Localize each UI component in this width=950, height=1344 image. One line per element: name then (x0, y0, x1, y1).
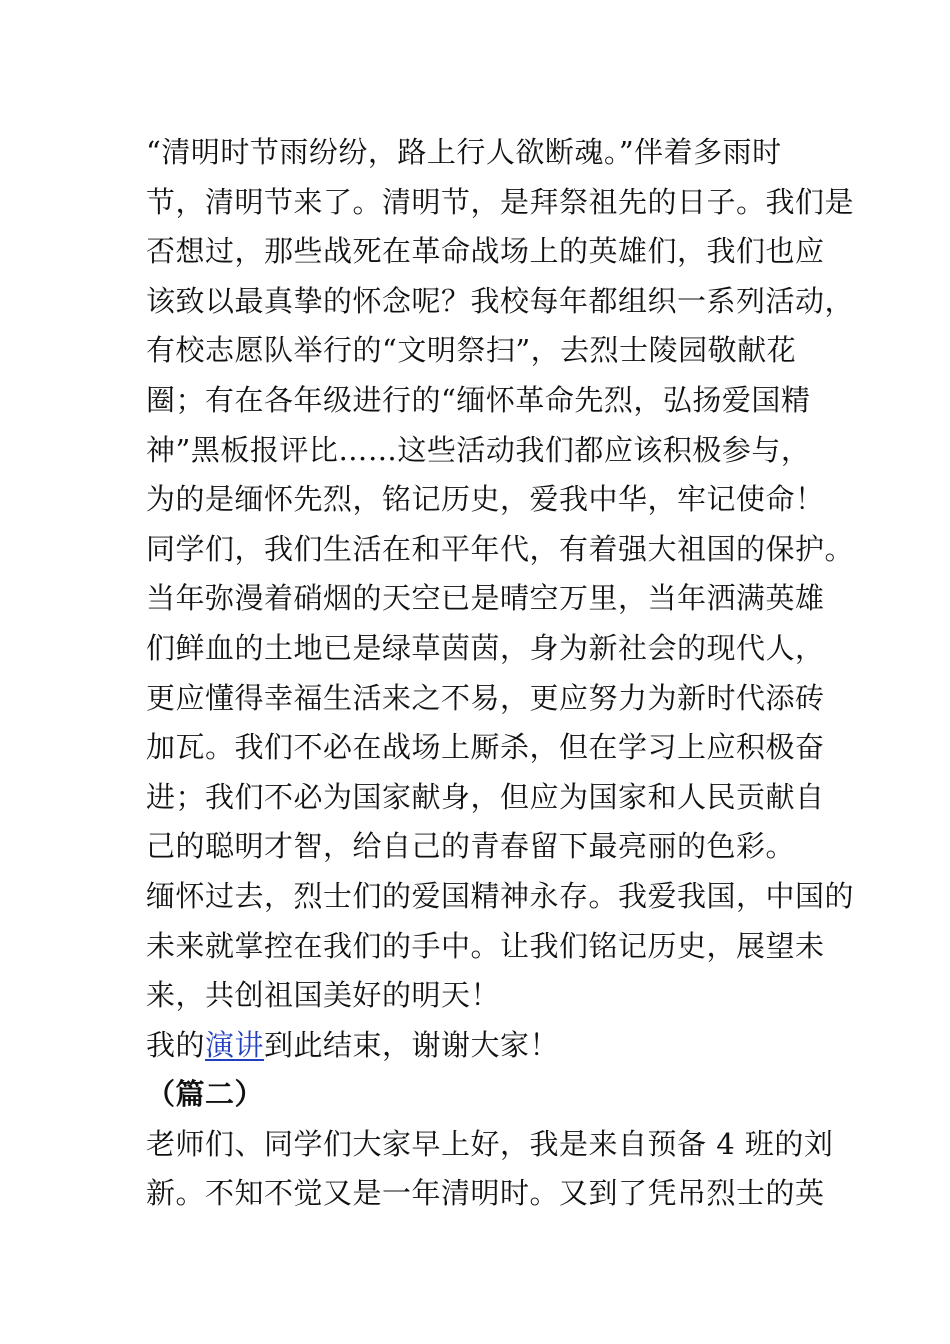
body-line: 未来就掌控在我们的手中。让我们铭记历史，展望未 (146, 928, 825, 963)
body-line: 进；我们不必为国家献身，但应为国家和人民贡献自 (146, 779, 825, 814)
body-line: 己的聪明才智，给自己的青春留下最亮丽的色彩。 (146, 829, 796, 864)
body-line: 否想过，那些战死在革命战场上的英雄们，我们也应 (146, 234, 825, 269)
body-line: 来，共创祖国美好的明天！ (146, 978, 501, 1013)
body-line: 更应懂得幸福生活来之不易，更应努力为新时代添砖 (146, 680, 825, 715)
section-heading: （篇二） (146, 1077, 265, 1112)
body-line: 节，清明节来了。清明节，是拜祭祖先的日子。我们是 (146, 184, 855, 219)
body-line: 有校志愿队举行的“文明祭扫”，去烈士陵园敬献花 (146, 333, 797, 368)
speech-link[interactable]: 演讲 (205, 1027, 265, 1062)
body-line: 缅怀过去，烈士们的爱国精神永存。我爱我国，中国的 (146, 878, 855, 913)
closing-text-before: 我的 (146, 1027, 206, 1062)
closing-text-after: 到此结束，谢谢大家！ (264, 1027, 560, 1062)
body-line: 同学们，我们生活在和平年代，有着强大祖国的保护。 (146, 531, 855, 566)
body-line: 神”黑板报评比……这些活动我们都应该积极参与， (146, 432, 811, 467)
document-page (146, 128, 855, 1219)
body-line: 新。不知不觉又是一年清明时。又到了凭吊烈士的英 (146, 1176, 825, 1211)
body-line: “清明时节雨纷纷，路上行人欲断魂。”伴着多雨时 (146, 135, 782, 169)
body-line: 们鲜血的土地已是绿草茵茵，身为新社会的现代人， (146, 630, 825, 665)
body-line: 老师们、同学们大家早上好，我是来自预备 4 班的刘 (146, 1126, 834, 1161)
closing-line (146, 1021, 811, 1071)
body-line: 当年弥漫着硝烟的天空已是晴空万里，当年洒满英雄 (146, 581, 825, 616)
body-line: 该致以最真挚的怀念呢？我校每年都组织一系列活动， (146, 283, 855, 318)
body-line: 圈；有在各年级进行的“缅怀革命先烈，弘扬爱国精 (146, 382, 811, 417)
body-line: 为的是缅怀先烈，铭记历史，爱我中华，牢记使命！ (146, 482, 825, 517)
body-line: 加瓦。我们不必在战场上厮杀，但在学习上应积极奋 (146, 730, 825, 765)
